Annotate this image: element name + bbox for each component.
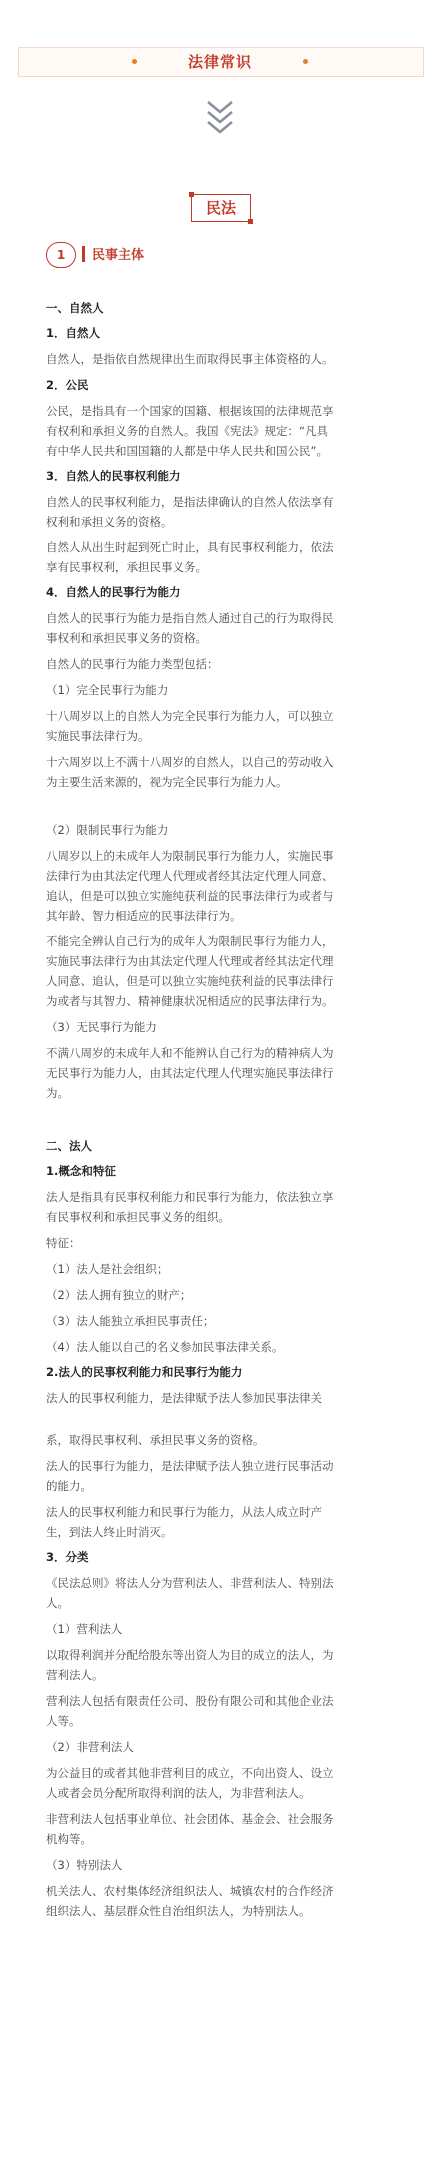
text-line: 八周岁以上的未成年人为限制民事行为能力人，实施民事 — [46, 849, 334, 863]
text-line: （3）法人能独立承担民事责任； — [46, 1314, 215, 1328]
text-line: 《民法总则》将法人分为营利法人、非营利法人、特别法 — [46, 1576, 334, 1590]
text-line: 享有民事权利，承担民事义务。 — [46, 560, 207, 574]
heading-line: 3．分类 — [46, 1550, 89, 1564]
text-line: 为公益目的或者其他非营利目的成立，不向出资人、设立 — [46, 1766, 334, 1780]
text-line: 不能完全辨认自己行为的成年人为限制民事行为能力人， — [46, 934, 334, 948]
text-line: 不满八周岁的未成年人和不能辨认自己行为的精神病人为 — [46, 1046, 334, 1060]
text-line: （2）限制民事行为能力 — [46, 823, 169, 837]
topic-label: 民事主体 — [92, 248, 145, 263]
text-line: 组织法人、基层群众性自治组织法人，为特别法人。 — [46, 1904, 311, 1918]
topic-number-badge: 1 — [46, 242, 76, 268]
text-line: 自然人，是指依自然规律出生而取得民事主体资格的人。 — [46, 352, 334, 366]
text-line: 机构等。 — [46, 1832, 92, 1846]
text-line: 的能力。 — [46, 1479, 92, 1493]
heading-line: 一、自然人 — [46, 301, 104, 315]
text-line: 事权利和承担民事义务的资格。 — [46, 631, 207, 645]
text-line: 生，到法人终止时消灭。 — [46, 1525, 173, 1539]
heading-line: 2.法人的民事权利能力和民事行为能力 — [46, 1365, 243, 1379]
text-line: （1）完全民事行为能力 — [46, 683, 169, 697]
text-line: 特征： — [46, 1236, 81, 1250]
text-line: 自然人的民事行为能力是指自然人通过自己的行为取得民 — [46, 611, 334, 625]
heading-line: 3．自然人的民事权利能力 — [46, 469, 181, 483]
text-line: （2）非营利法人 — [46, 1740, 134, 1754]
topic-accent-bar — [82, 246, 85, 262]
text-line: 人或者会员分配所取得利润的法人，为非营利法人。 — [46, 1786, 311, 1800]
text-line: 法人的民事权利能力，是法律赋予法人参加民事法律关 — [46, 1391, 322, 1405]
text-line: 为主要生活来源的，视为完全民事行为能力人。 — [46, 775, 288, 789]
text-line: 有中华人民共和国国籍的人都是中华人民共和国公民”。 — [46, 444, 328, 458]
heading-line: 1.概念和特征 — [46, 1164, 116, 1178]
text-line: （4）法人能以自己的名义参加民事法律关系。 — [46, 1340, 284, 1354]
text-line: 其年龄、智力相适应的民事法律行为。 — [46, 909, 242, 923]
text-line: 无民事行为能力人，由其法定代理人代理实施民事法律行 — [46, 1066, 334, 1080]
text-line: 人等。 — [46, 1714, 81, 1728]
text-line: 自然人的民事行为能力类型包括： — [46, 657, 219, 671]
text-line: 法律行为由其法定代理人代理或者经其法定代理人同意、 — [46, 869, 334, 883]
text-line: 有民事权利和承担民事义务的组织。 — [46, 1210, 230, 1224]
text-line: 非营利法人包括事业单位、社会团体、基金会、社会服务 — [46, 1812, 334, 1826]
text-line: （3）特别法人 — [46, 1858, 123, 1872]
text-line: 自然人的民事权利能力，是指法律确认的自然人依法享有 — [46, 495, 334, 509]
section-title: 民法 — [191, 194, 251, 222]
text-line: 法人的民事行为能力，是法律赋予法人独立进行民事活动 — [46, 1459, 334, 1473]
text-line: 自然人从出生时起到死亡时止，具有民事权利能力，依法 — [46, 540, 334, 554]
text-line: （2）法人拥有独立的财产； — [46, 1288, 192, 1302]
heading-line: 4．自然人的民事行为能力 — [46, 585, 181, 599]
text-line: 人同意、追认，但是可以独立实施纯获利益的民事法律行 — [46, 974, 334, 988]
text-line: （1）法人是社会组织； — [46, 1262, 169, 1276]
text-line: 公民，是指具有一个国家的国籍、根据该国的法律规范享 — [46, 404, 334, 418]
text-line: 十六周岁以上不满十八周岁的自然人，以自己的劳动收入 — [46, 755, 334, 769]
text-line: 法人的民事权利能力和民事行为能力，从法人成立时产 — [46, 1505, 322, 1519]
text-line: 人。 — [46, 1596, 69, 1610]
text-line: 法人是指具有民事权利能力和民事行为能力，依法独立享 — [46, 1190, 334, 1204]
text-line: 追认，但是可以独立实施纯获利益的民事法律行为或者与 — [46, 889, 334, 903]
text-line: （3）无民事行为能力 — [46, 1020, 157, 1034]
topic-heading — [46, 242, 406, 268]
header-title: 法律常识 — [187, 53, 252, 71]
heading-line: 二、法人 — [46, 1139, 92, 1153]
text-line: 为或者与其智力、精神健康状况相适应的民事法律行为。 — [46, 994, 334, 1008]
text-line: 实施民事法律行为。 — [46, 729, 150, 743]
heading-line: 1．自然人 — [46, 326, 101, 340]
text-line: 营利法人。 — [46, 1668, 104, 1682]
text-line: 营利法人包括有限责任公司、股份有限公司和其他企业法 — [46, 1694, 334, 1708]
double-chevron-down-icon — [205, 98, 235, 136]
text-line: 以取得利润并分配给股东等出资人为目的成立的法人，为 — [46, 1648, 334, 1662]
heading-line: 2．公民 — [46, 378, 89, 392]
text-line: 权利和承担义务的资格。 — [46, 515, 173, 529]
header-dot-right — [303, 59, 308, 64]
text-line: 实施民事法律行为由其法定代理人代理或者经其法定代理 — [46, 954, 334, 968]
text-line: 为。 — [46, 1086, 69, 1100]
text-line: 系，取得民事权利、承担民事义务的资格。 — [46, 1433, 265, 1447]
text-line: 机关法人、农村集体经济组织法人、城镇农村的合作经济 — [46, 1884, 334, 1898]
text-line: （1）营利法人 — [46, 1622, 123, 1636]
text-line: 有权利和承担义务的自然人。我国《宪法》规定：“凡具 — [46, 424, 328, 438]
text-line: 十八周岁以上的自然人为完全民事行为能力人，可以独立 — [46, 709, 334, 723]
